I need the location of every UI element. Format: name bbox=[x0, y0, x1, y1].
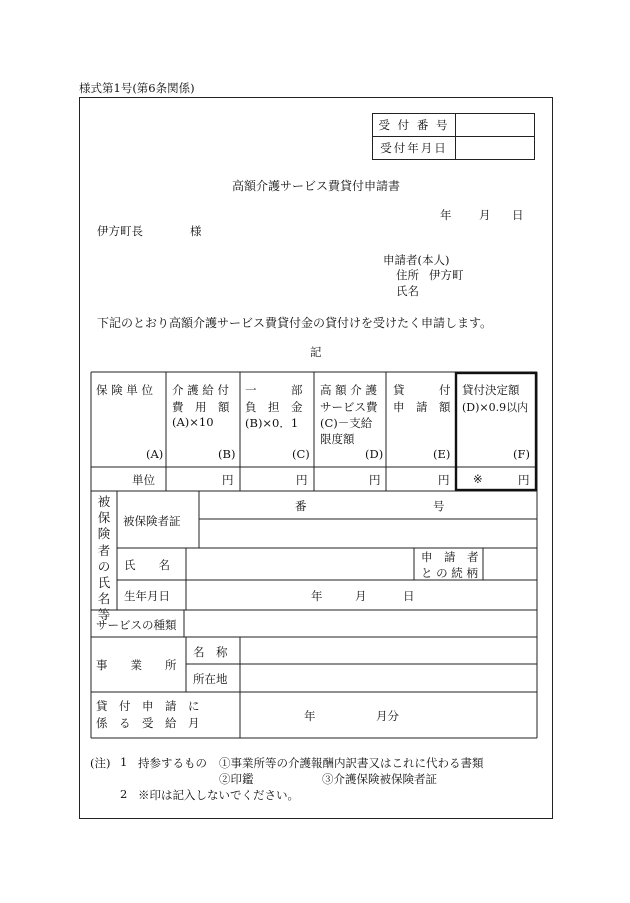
col-a-line1: 保 険 単 位 bbox=[96, 383, 153, 397]
note-1-item3: ③介護保険被保険者証 bbox=[322, 772, 437, 786]
col-d-line1: 高 額 介 護 bbox=[320, 383, 377, 397]
col-d-line2: サービス費 bbox=[320, 400, 378, 414]
col-e-line2: 申 請 額 bbox=[393, 400, 451, 414]
col-f-letter: (F) bbox=[513, 447, 530, 461]
insured-number-header-2: 号 bbox=[433, 499, 445, 513]
loan-month-month: 月分 bbox=[376, 709, 399, 723]
applicant-name-label: 氏名 bbox=[396, 284, 419, 298]
col-c-line3: (B)×0．1 bbox=[245, 416, 299, 430]
insured-birth-year: 年 bbox=[311, 589, 323, 603]
insured-vertical-label: 被保険者の氏名等 bbox=[97, 494, 111, 623]
col-d-line3: (C)－支給 bbox=[320, 416, 373, 430]
notes-prefix: (注) bbox=[90, 756, 111, 770]
col-d-line4: 限度額 bbox=[320, 432, 355, 446]
addressee-name: 伊方町長 bbox=[97, 224, 143, 238]
applicant-address-label: 住所 bbox=[396, 268, 419, 282]
col-e-line1: 貸 付 bbox=[393, 383, 451, 397]
col-b-line2: 費 用 額 bbox=[172, 400, 230, 414]
office-name-label: 名 称 bbox=[193, 645, 228, 659]
unit-yen-d: 円 bbox=[369, 473, 381, 487]
unit-yen-e: 円 bbox=[438, 473, 450, 487]
unit-yen-f: 円 bbox=[518, 473, 530, 487]
insured-birth-day: 日 bbox=[403, 589, 415, 603]
insured-birth-month: 月 bbox=[355, 589, 367, 603]
receipt-number-label: 受 付 番 号 bbox=[373, 114, 456, 137]
col-f-line2: (D)×0.9以内 bbox=[462, 401, 529, 414]
loan-month-label-1: 貸 付 申 請 に bbox=[96, 699, 200, 713]
col-f-line1: 貸付決定額 bbox=[462, 383, 520, 397]
insured-card-label: 被保険者証 bbox=[123, 514, 181, 528]
loan-month-year: 年 bbox=[304, 709, 316, 723]
unit-yen-c: 円 bbox=[296, 473, 308, 487]
date-year: 年 bbox=[440, 208, 452, 222]
applicant-heading: 申請者(本人) bbox=[383, 253, 450, 267]
receipt-date-label: 受付年月日 bbox=[373, 137, 456, 160]
col-b-letter: (B) bbox=[218, 447, 236, 461]
insured-relation-2: と の 続 柄 bbox=[421, 566, 478, 580]
unit-mark: ※ bbox=[473, 472, 483, 486]
col-c-line2: 負 担 金 bbox=[245, 400, 303, 414]
insured-name-label: 氏 名 bbox=[124, 558, 170, 572]
note-2-text: ※印は記入しないでください。 bbox=[138, 788, 299, 802]
col-b-line1: 介 護 給 付 bbox=[172, 383, 229, 397]
note-1-number: 1 bbox=[120, 755, 128, 769]
unit-label: 単位 bbox=[132, 473, 155, 487]
form-number: 様式第1号(第6条関係) bbox=[79, 81, 195, 95]
note-1-text: 持参するもの bbox=[138, 756, 207, 770]
service-type-label: サービスの種類 bbox=[96, 618, 177, 632]
addressee-honorific: 様 bbox=[190, 224, 202, 238]
insured-birth-label: 生年月日 bbox=[124, 589, 170, 603]
office-address-label: 所在地 bbox=[193, 672, 228, 686]
applicant-address-value: 伊方町 bbox=[429, 268, 464, 282]
loan-month-label-2: 係 る 受 給 月 bbox=[96, 716, 200, 730]
intro-text: 下記のとおり高額介護サービス費貸付金の貸付けを受けたく申請します。 bbox=[97, 316, 493, 330]
form-title: 高額介護サービス費貸付申請書 bbox=[232, 179, 401, 193]
col-a-letter: (A) bbox=[146, 447, 164, 461]
date-month: 月 bbox=[479, 208, 491, 222]
col-c-letter: (C) bbox=[292, 447, 310, 461]
date-day: 日 bbox=[512, 208, 524, 222]
note-1-item2: ②印鑑 bbox=[219, 772, 254, 786]
ki-heading: 記 bbox=[310, 345, 322, 359]
col-e-letter: (E) bbox=[433, 447, 451, 461]
unit-yen-b: 円 bbox=[222, 473, 234, 487]
col-c-line1: 一 部 bbox=[245, 383, 303, 397]
col-d-letter: (D) bbox=[365, 447, 384, 461]
note-2-number: 2 bbox=[120, 787, 128, 801]
insured-relation-1: 申 請 者 bbox=[421, 550, 479, 564]
insured-number-header-1: 番 bbox=[295, 499, 307, 513]
col-b-line3: (A)×10 bbox=[172, 415, 214, 429]
office-label: 事 業 所 bbox=[96, 658, 177, 672]
note-1-item1: ①事業所等の介護報酬内訳書又はこれに代わる書類 bbox=[219, 756, 484, 770]
